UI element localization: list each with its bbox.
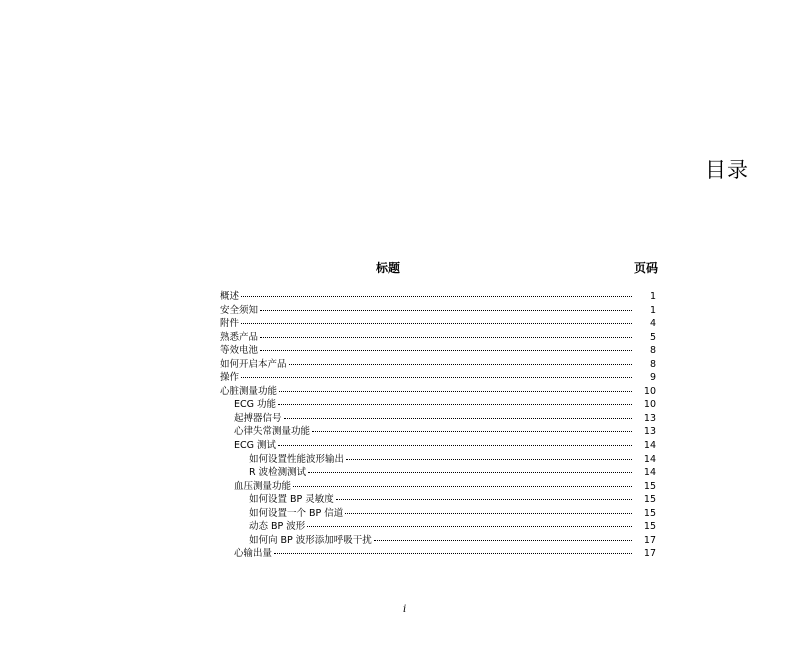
toc-entry-page: 14 [643,453,656,465]
toc-dot-leader [241,377,632,378]
toc-dot-leader [289,364,632,365]
toc-entry[interactable] [220,290,660,304]
toc-entry-label: 心律失常测量功能 [234,426,311,438]
toc-entry-label: ECG 功能 [234,399,277,411]
toc-dot-leader [307,526,632,527]
toc-entry-label: 如何设置性能波形输出 [249,453,345,465]
toc-entry-page: 5 [649,331,656,343]
toc-entry[interactable] [220,304,660,318]
toc-entry[interactable] [220,358,660,372]
toc-entry[interactable] [220,493,660,507]
toc-dot-leader [260,310,632,311]
toc-dot-leader [284,418,632,419]
toc-entry-label: 心脏测量功能 [220,385,278,397]
toc-dot-leader [278,445,632,446]
toc-entry-label: R 波检测测试 [249,467,307,479]
toc-entry-label: 如何设置一个 BP 信道 [249,507,344,519]
column-header-page: 页码 [634,261,659,275]
toc-dot-leader [293,486,632,487]
toc-entry-page: 1 [649,291,656,302]
toc-dot-leader [336,499,632,500]
table-of-contents [220,290,660,561]
toc-dot-leader [346,459,632,460]
toc-dot-leader [308,472,632,473]
toc-entry-label: 熟悉产品 [220,331,259,343]
toc-entry-label: 起搏器信号 [234,412,282,424]
toc-entry[interactable] [220,344,660,358]
toc-dot-leader [312,431,632,432]
toc-entry[interactable] [220,534,660,548]
toc-entry-label: 操作 [220,372,240,384]
toc-entry[interactable] [220,453,660,467]
toc-entry-label: 安全须知 [220,304,259,316]
toc-entry[interactable] [220,480,660,494]
toc-entry-page: 13 [643,426,656,438]
toc-entry[interactable] [220,439,660,453]
toc-entry-label: 如何设置 BP 灵敏度 [249,494,334,506]
toc-entry-label: ECG 测试 [234,440,277,452]
column-header-title: 标题 [376,261,401,275]
toc-entry-page: 17 [643,548,656,560]
toc-entry-page: 15 [643,480,656,492]
toc-dot-leader [278,404,632,405]
toc-dot-leader [260,350,632,351]
toc-entry-page: 1 [649,304,656,316]
footer-page-number: i [403,604,407,615]
toc-entry-page: 10 [643,385,656,397]
toc-dot-leader [241,296,632,297]
toc-entry[interactable] [220,547,660,561]
toc-entry-label: 如何开启本产品 [220,358,287,370]
toc-entry[interactable] [220,507,660,521]
toc-entry-page: 15 [643,507,656,519]
toc-entry[interactable] [220,398,660,412]
toc-entry[interactable] [220,425,660,439]
toc-entry-page: 10 [643,399,656,411]
toc-entry-page: 8 [649,358,656,370]
toc-entry[interactable] [220,331,660,345]
toc-entry-page: 4 [649,318,656,330]
toc-entry[interactable] [220,466,660,480]
toc-entry-label: 等效电池 [220,345,259,357]
toc-dot-leader [241,323,632,324]
toc-entry-page: 8 [649,345,656,357]
toc-entry-page: 17 [643,534,656,546]
toc-entry-page: 14 [643,440,656,452]
toc-entry-page: 15 [643,494,656,506]
toc-entry-page: 14 [643,467,656,479]
toc-entry[interactable] [220,385,660,399]
toc-entry[interactable] [220,520,660,534]
toc-dot-leader [374,540,632,541]
toc-entry-label: 心输出量 [234,548,273,560]
toc-dot-leader [260,337,632,338]
toc-entry-page: 13 [643,412,656,424]
toc-entry[interactable] [220,317,660,331]
toc-entry-label: 附件 [220,318,240,330]
toc-entry-page: 9 [649,372,656,384]
toc-entry[interactable] [220,412,660,426]
toc-entry-label: 概述 [220,291,240,302]
toc-entry-page: 15 [643,521,656,533]
toc-entry-label: 动态 BP 波形 [249,521,306,533]
toc-dot-leader [279,391,632,392]
toc-dot-leader [345,513,632,514]
toc-entry[interactable] [220,371,660,385]
toc-entry-label: 血压测量功能 [234,480,292,492]
page-title: 目录 [705,158,749,182]
toc-dot-leader [274,553,632,554]
toc-entry-label: 如何向 BP 波形添加呼吸干扰 [249,534,372,546]
